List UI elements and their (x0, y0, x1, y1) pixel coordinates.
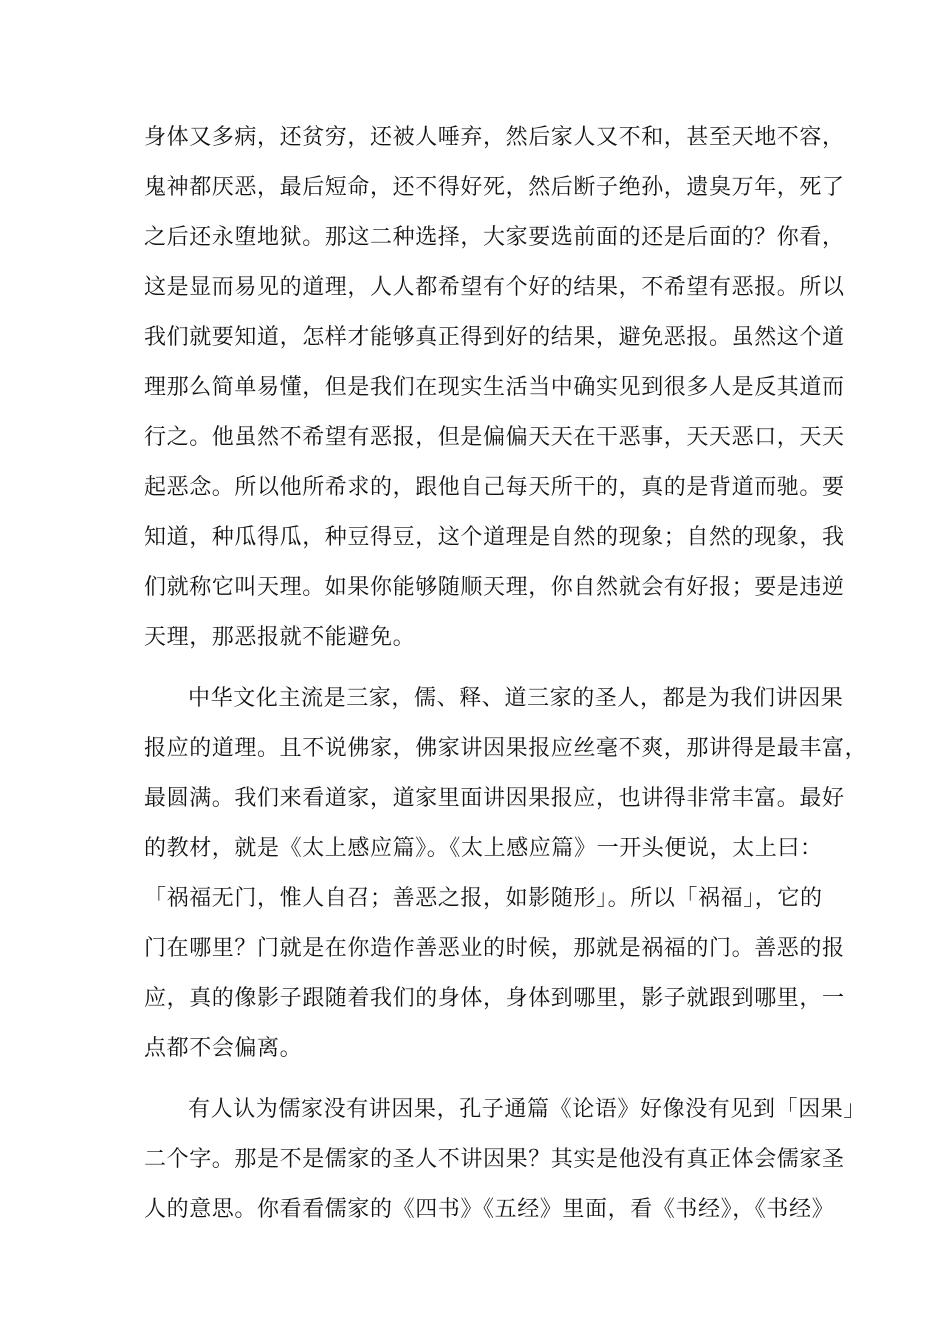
text-line: 二个字。那是不是儒家的圣人不讲因果？其实是他没有真正体会儒家圣 (144, 1147, 845, 1172)
text-line: 之后还永堕地狱。那这二种选择，大家要选前面的还是后面的？你看， (144, 225, 845, 250)
text-line: 点都不会偏离。 (144, 1036, 303, 1061)
text-line: 知道，种瓜得瓜，种豆得豆，这个道理是自然的现象；自然的现象，我 (144, 525, 845, 550)
text-line: 天理，那恶报就不能避免。 (144, 625, 416, 650)
text-line: 报应的道理。且不说佛家，佛家讲因果报应丝毫不爽，那讲得是最丰富， (144, 736, 868, 761)
text-line: 最圆满。我们来看道家，道家里面讲因果报应，也讲得非常丰富。最好 (144, 786, 845, 811)
text-line: 应，真的像影子跟随着我们的身体，身体到哪里，影子就跟到哪里，一 (144, 986, 845, 1011)
text-line-indented: 中华文化主流是三家，儒、释、道三家的圣人，都是为我们讲因果 (188, 686, 844, 711)
text-line: 「祸福无门，惟人自召；善恶之报，如影随形」。所以「祸福」，它的 (144, 886, 823, 911)
text-line: 这是显而易见的道理，人人都希望有个好的结果，不希望有恶报。所以 (144, 275, 845, 300)
text-line: 的教材，就是《太上感应篇》。《太上感应篇》一开头便说，太上曰： (144, 836, 823, 861)
text-line: 起恶念。所以他所希求的，跟他自己每天所干的，真的是背道而驰。要 (144, 475, 845, 500)
text-line: 门在哪里？门就是在你造作善恶业的时候，那就是祸福的门。善恶的报 (144, 936, 845, 961)
text-line: 们就称它叫天理。如果你能够随顺天理，你自然就会有好报；要是违逆 (144, 575, 845, 600)
text-line: 行之。他虽然不希望有恶报，但是偏偏天天在干恶事，天天恶口，天天 (144, 425, 845, 450)
text-line: 理那么简单易懂，但是我们在现实生活当中确实见到很多人是反其道而 (144, 375, 845, 400)
text-line: 我们就要知道，怎样才能够真正得到好的结果，避免恶报。虽然这个道 (144, 325, 845, 350)
text-line: 鬼神都厌恶，最后短命，还不得好死，然后断子绝孙，遗臭万年，死了 (144, 175, 845, 200)
text-line: 人的意思。你看看儒家的《四书》《五经》里面，看《书经》，《书经》 (144, 1197, 835, 1222)
text-line: 身体又多病，还贫穷，还被人唾弃，然后家人又不和，甚至天地不容， (144, 125, 845, 150)
text-line-indented: 有人认为儒家没有讲因果，孔子通篇《论语》好像没有见到「因果」 (188, 1097, 867, 1122)
